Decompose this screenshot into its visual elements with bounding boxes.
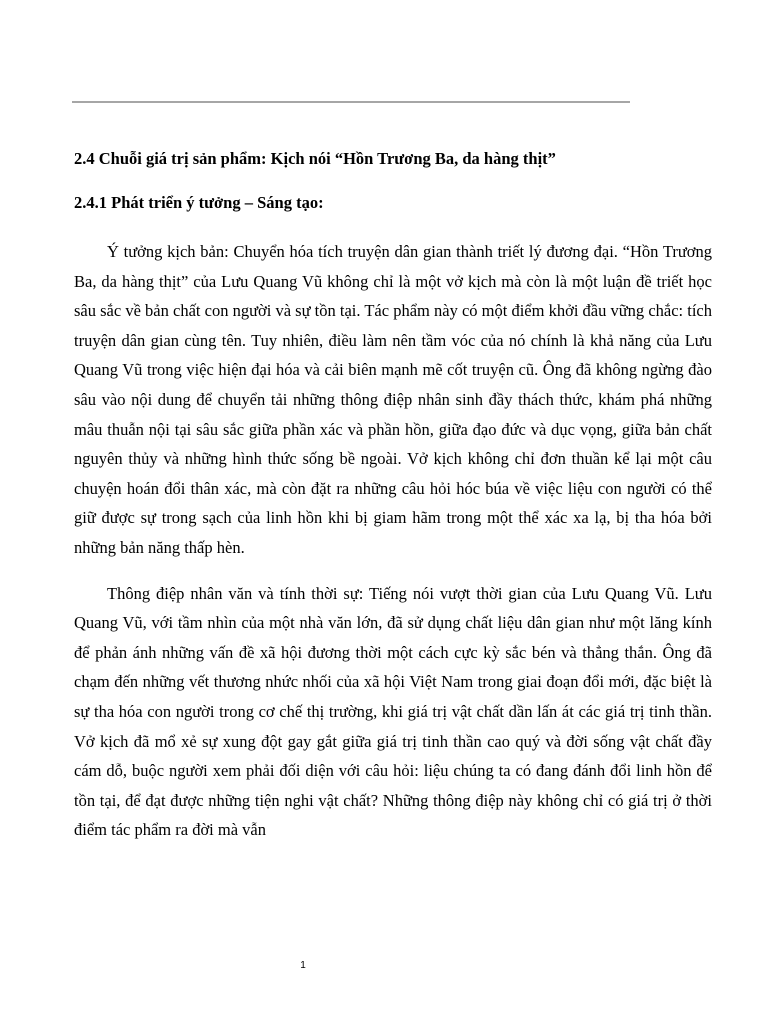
body-paragraph: Ý tưởng kịch bản: Chuyển hóa tích truyện dân gian thành triết lý đương đại. “Hồn Trương Ba, da hàng thịt” của Lưu Quang Vũ không chỉ là một vở kịch mà còn là một luận đề triết học sâu sắc về bản chất con người và sự tồn tại. Tác phẩm này có một điểm khởi đầu vững chắc: tích truyện dân gian cùng tên. Tuy nhiên, điều làm nên tầm vóc của nó chính là khả năng của Lưu Quang Vũ trong việc hiện đại hóa và cải biên mạnh mẽ cốt truyện cũ. Ông đã không ngừng đào sâu vào nội dung để chuyển tải những thông điệp nhân sinh đầy thách thức, khám phá những mâu thuẫn nội tại sâu sắc giữa phần xác và phần hồn, giữa đạo đức và dục vọng, giữa bản chất nguyên thủy và những hình thức sống bề ngoài. Vở kịch không chỉ đơn thuần kể lại một câu chuyện hoán đổi thân xác, mà còn đặt ra những câu hỏi hóc búa về việc liệu con người có thể giữ được sự trong sạch của linh hồn khi bị giam hãm trong một thể xác xa lạ, bị tha hóa bởi những bản năng thấp hèn. <box>74 242 712 557</box>
header-divider <box>72 101 630 103</box>
page-content <box>74 147 712 861</box>
page-number: 1 <box>300 960 306 971</box>
section-heading: 2.4 Chuỗi giá trị sản phẩm: Kịch nói “Hồn Trương Ba, da hàng thịt” <box>74 149 556 168</box>
subsection-heading: 2.4.1 Phát triển ý tưởng – Sáng tạo: <box>74 193 324 212</box>
body-paragraph: Thông điệp nhân văn và tính thời sự: Tiếng nói vượt thời gian của Lưu Quang Vũ. Lưu Quang Vũ, với tầm nhìn của một nhà văn lớn, đã sử dụng chất liệu dân gian như một lăng kính để phản ánh những vấn đề xã hội đương thời một cách cực kỳ sắc bén và thẳng thắn. Ông đã chạm đến những vết thương nhức nhối của xã hội Việt Nam trong giai đoạn đổi mới, đặc biệt là sự tha hóa con người trong cơ chế thị trường, khi giá trị vật chất dần lấn át các giá trị tinh thần. Vở kịch đã mổ xẻ sự xung đột gay gắt giữa giá trị tinh thần cao quý và đời sống vật chất đầy cám dỗ, buộc người xem phải đối diện với câu hỏi: liệu chúng ta có đang đánh đổi linh hồn để tồn tại, để đạt được những tiện nghi vật chất? Những thông điệp này không chỉ có giá trị ở thời điểm tác phẩm ra đời mà vẫn <box>74 583 712 840</box>
